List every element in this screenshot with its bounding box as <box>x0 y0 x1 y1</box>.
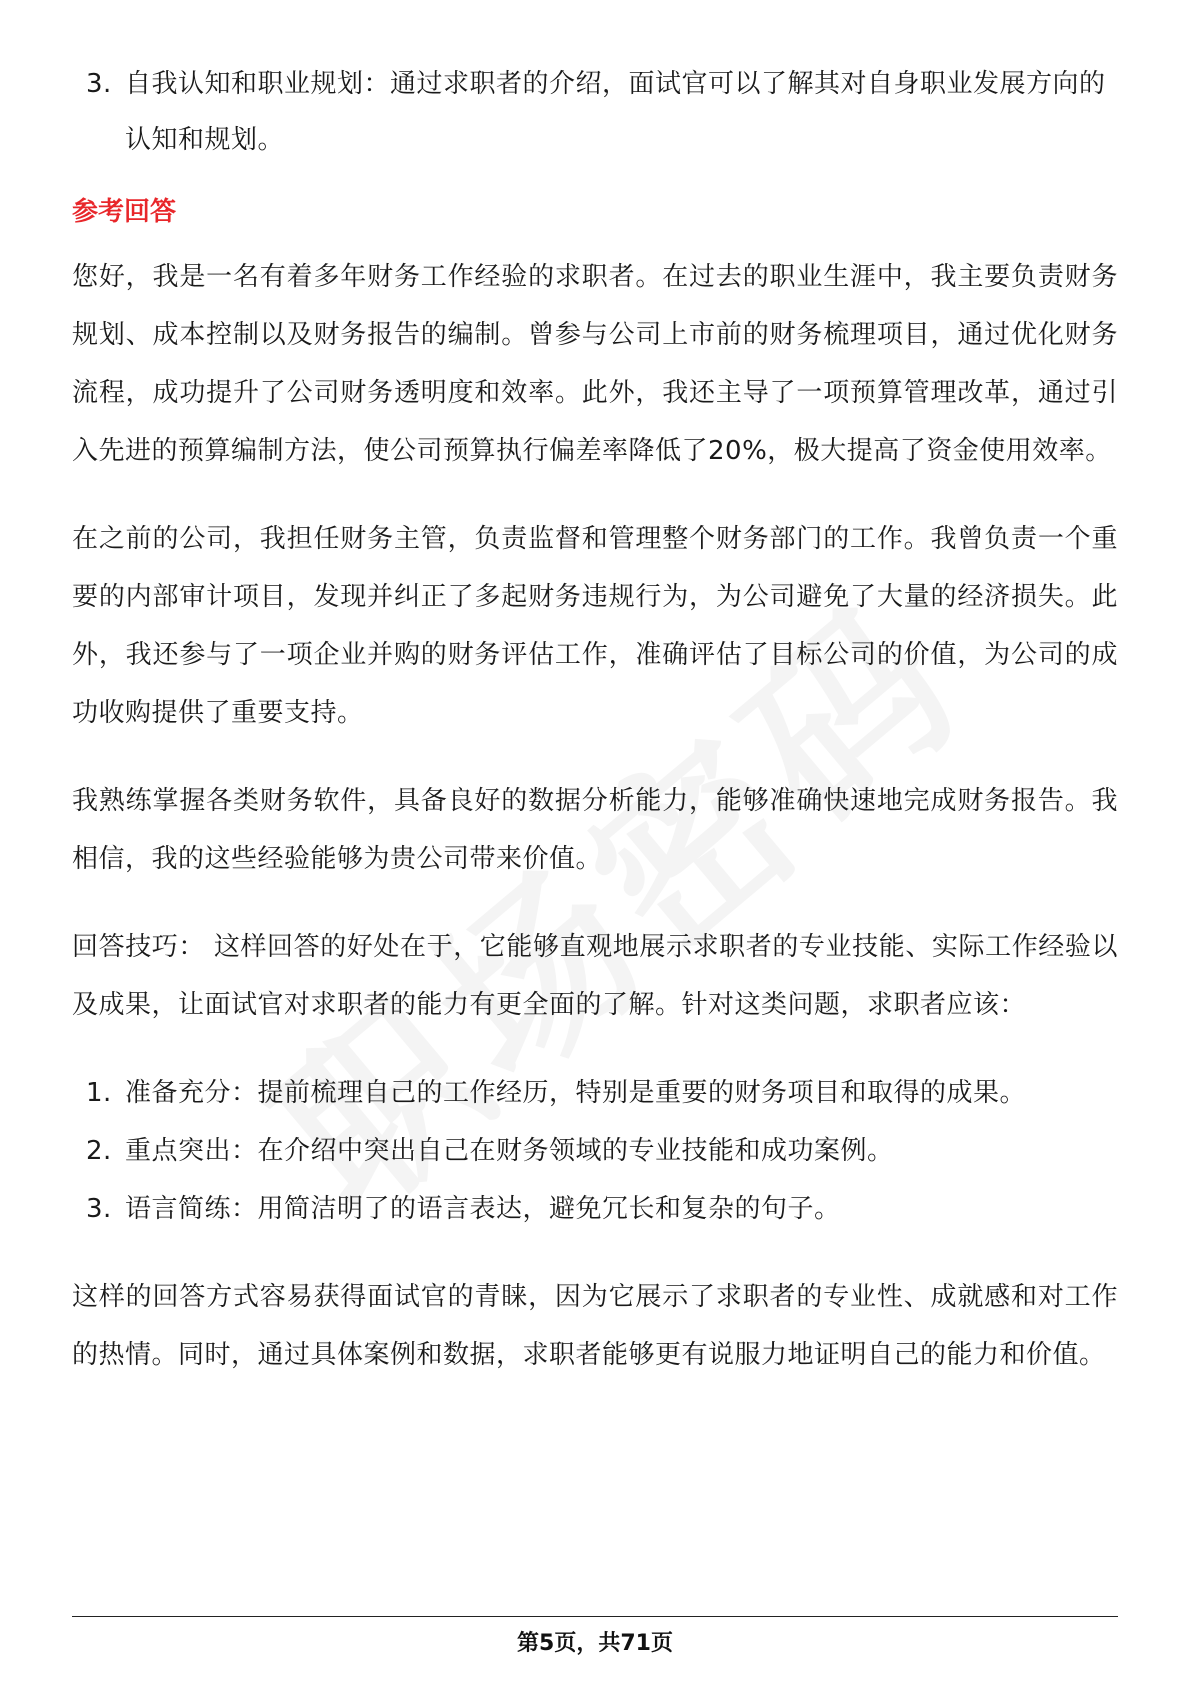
top-numbered-list <box>72 56 1118 168</box>
list-number: 2. <box>86 1136 112 1166</box>
list-text: 准备充分：提前梳理自己的工作经历，特别是重要的财务项目和取得的成果。 <box>125 1078 1027 1108</box>
list-number: 3. <box>86 1194 112 1224</box>
list-text: 自我认知和职业规划：通过求职者的介绍，面试官可以了解其对自身职业发展方向的认知和规划。 <box>125 69 1106 155</box>
list-text: 重点突出：在介绍中突出自己在财务领域的专业技能和成功案例。 <box>125 1136 894 1166</box>
list-item <box>72 56 1118 168</box>
paragraph-intro: 您好，我是一名有着多年财务工作经验的求职者。在过去的职业生涯中，我主要负责财务规划、成本控制以及财务报告的编制。曾参与公司上市前的财务梳理项目，通过优化财务流程，成功提升了公司财务透明度和效率。此外，我还主导了一项预算管理改革，通过引入先进的预算编制方法，使公司预算执行偏差率降低了20%，极大提高了资金使用效率。 <box>72 262 1118 466</box>
paragraph-experience: 在之前的公司，我担任财务主管，负责监督和管理整个财务部门的工作。我曾负责一个重要的内部审计项目，发现并纠正了多起财务违规行为，为公司避免了大量的经济损失。此外，我还参与了一项企业并购的财务评估工作，准确评估了目标公司的价值，为公司的成功收购提供了重要支持。 <box>72 524 1118 728</box>
paragraph-skills: 我熟练掌握各类财务软件，具备良好的数据分析能力，能够准确快速地完成财务报告。我相信，我的这些经验能够为贵公司带来价值。 <box>72 786 1118 874</box>
paragraph-tips: 回答技巧： 这样回答的好处在于，它能够直观地展示求职者的专业技能、实际工作经验以及成果，让面试官对求职者的能力有更全面的了解。针对这类问题，求职者应该： <box>72 932 1118 1020</box>
list-item <box>72 1064 1118 1122</box>
list-item <box>72 1180 1118 1238</box>
page-number: 第5页，共71页 <box>517 1631 673 1656</box>
document-page <box>72 56 1118 1414</box>
section-heading: 参考回答 <box>72 197 177 227</box>
list-number: 1. <box>86 1078 112 1108</box>
list-number: 3. <box>86 69 112 99</box>
list-item <box>72 1122 1118 1180</box>
paragraph-closing: 这样的回答方式容易获得面试官的青睐，因为它展示了求职者的专业性、成就感和对工作的热情。同时，通过具体案例和数据，求职者能够更有说服力地证明自己的能力和价值。 <box>72 1282 1118 1370</box>
tips-numbered-list <box>72 1064 1118 1238</box>
footer-divider <box>72 1616 1118 1617</box>
list-text: 语言简练：用简洁明了的语言表达，避免冗长和复杂的句子。 <box>125 1194 841 1224</box>
